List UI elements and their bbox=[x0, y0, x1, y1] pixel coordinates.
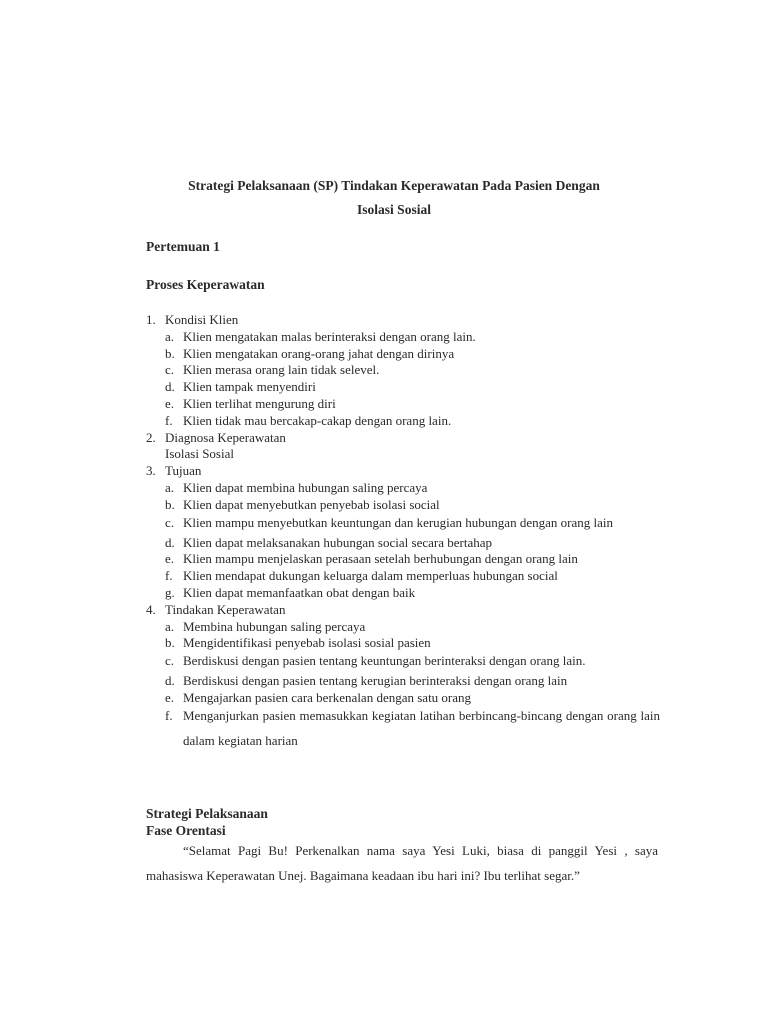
list-item: d. Klien dapat melaksanakan hubungan social secara bertahap bbox=[165, 534, 492, 550]
list-item: c. Klien mampu menyebutkan keuntungan dan kerugian hubungan dengan orang lain bbox=[165, 514, 613, 530]
section-title: Tindakan Keperawatan bbox=[165, 601, 286, 617]
section-title: Tujuan bbox=[165, 463, 202, 479]
list-item: a. Klien dapat membina hubungan saling percaya bbox=[165, 479, 428, 495]
list-item: d. Berdiskusi dengan pasien tentang kerugian berinteraksi dengan orang lain bbox=[165, 673, 568, 689]
phase-heading: Fase Orentasi bbox=[146, 823, 226, 838]
section-number: 1. bbox=[146, 312, 156, 327]
list-item: b. Klien dapat menyebutkan penyebab isolasi social bbox=[165, 496, 440, 512]
list-item: b. Klien mengatakan orang-orang jahat dengan dirinya bbox=[165, 345, 455, 361]
list-item: f. Klien mendapat dukungan keluarga dalam memperluas hubungan social bbox=[165, 568, 558, 584]
list-item: d. Klien tampak menyendiri bbox=[165, 379, 316, 395]
section-number: 3. bbox=[146, 463, 156, 479]
section-goals bbox=[146, 463, 660, 480]
diagnosis-value: Isolasi Sosial bbox=[165, 446, 234, 462]
document-title-line-2: Isolasi Sosial bbox=[357, 202, 431, 217]
list-item: c. Klien merasa orang lain tidak selevel. bbox=[165, 362, 380, 378]
process-list bbox=[146, 312, 660, 753]
section-diagnosis bbox=[146, 430, 660, 447]
list-item: a. Klien mengatakan malas berinteraksi dengan orang lain. bbox=[165, 328, 476, 344]
list-item: f. Menganjurkan pasien memasukkan kegiatan latihan berbincang-bincang dengan orang lain dalam kegiatan harian bbox=[165, 707, 660, 748]
document-title-line-1: Strategi Pelaksanaan (SP) Tindakan Keperawatan Pada Pasien Dengan bbox=[188, 178, 600, 193]
strategy-heading: Strategi Pelaksanaan bbox=[146, 806, 268, 821]
list-item: e. Klien mampu menjelaskan perasaan setelah berhubungan dengan orang lain bbox=[165, 551, 578, 567]
section-title: Diagnosa Keperawatan bbox=[165, 429, 286, 445]
section-number: 2. bbox=[146, 429, 156, 445]
list-item: e. Mengajarkan pasien cara berkenalan dengan satu orang bbox=[165, 689, 472, 705]
section-condition bbox=[146, 312, 660, 329]
list-item: f. Klien tidak mau bercakap-cakap dengan orang lain. bbox=[165, 412, 452, 428]
dialogue-paragraph: “Selamat Pagi Bu! Perkenalkan nama saya Yesi Luki, biasa di panggil Yesi , saya mahasiswa Keperawatan Unej. Bagaimana keadaan ibu hari ini? Ibu terlihat segar.” bbox=[146, 843, 658, 883]
list-item: e. Klien terlihat mengurung diri bbox=[165, 395, 336, 411]
section-title: Kondisi Klien bbox=[165, 312, 239, 327]
meeting-heading: Pertemuan 1 bbox=[146, 239, 220, 254]
list-item: g. Klien dapat memanfaatkan obat dengan baik bbox=[165, 584, 416, 600]
section-actions bbox=[146, 602, 660, 619]
section-number: 4. bbox=[146, 601, 156, 617]
list-item: a. Membina hubungan saling percaya bbox=[165, 618, 366, 634]
list-item: c. Berdiskusi dengan pasien tentang keuntungan berinteraksi dengan orang lain. bbox=[165, 653, 586, 669]
process-heading: Proses Keperawatan bbox=[146, 277, 265, 292]
list-item: b. Mengidentifikasi penyebab isolasi sosial pasien bbox=[165, 635, 431, 651]
